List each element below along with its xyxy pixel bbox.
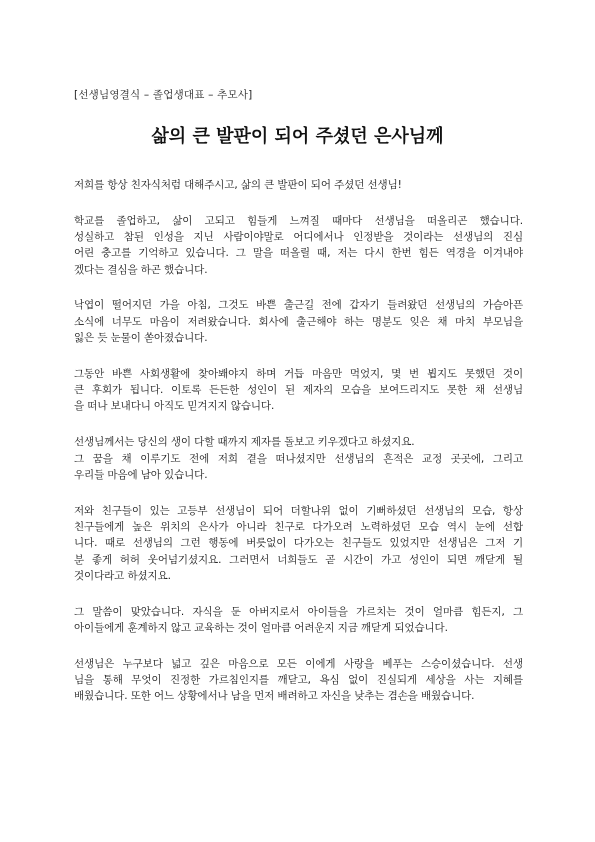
text-line: 분 좋게 허허 웃어넘기셨지요. 그러면서 너희들도 곧 시간이 가고 성인이 되면 깨닫게 될	[74, 553, 523, 566]
text-line: 저와 친구들이 있는 고등부 선생님이 되어 더할나위 없이 기뻐하셨던 선생님의 모습, 항상	[74, 504, 523, 517]
text-line: 겠다는 결심을 하곤 했습니다.	[74, 263, 208, 276]
text-line: 성실하고 참된 인성을 지닌 사람이야말로 어디에서나 인정받을 것이라는 선생님의 진심	[74, 231, 523, 244]
text-line: 선생님께서는 당신의 생이 다할 때까지 제자를 돌보고 키우겠다고 하셨지요.	[74, 436, 415, 449]
text-line: 아이들에게 훈계하지 않고 교육하는 것이 얼마큼 어려운지 지금 깨닫게 되었습니다.	[74, 621, 448, 634]
text-line: 선생님은 누구보다 넓고 깊은 마음으로 모든 이에게 사랑을 베푸는 스승이셨습니다. 선생	[74, 657, 523, 670]
paragraph	[74, 434, 523, 483]
paragraph	[74, 297, 523, 346]
text-line: 배웠습니다. 또한 어느 상황에서나 남을 먼저 배려하고 자신을 낮추는 겸손을 배웠습니다.	[74, 690, 475, 703]
text-line: 니다. 때로 선생님의 그런 행동에 버릇없이 다가오는 친구들도 있었지만 선생님은 그저 기	[74, 537, 523, 550]
paragraph	[74, 213, 523, 278]
paragraph	[74, 604, 523, 637]
text-line: 잃은 듯 눈물이 쏟아졌습니다.	[74, 332, 208, 345]
paragraph	[74, 503, 523, 584]
header-label: [선생님영결식 – 졸업생대표 – 추모사]	[74, 89, 253, 101]
text-line: 것이다라고 하셨지요.	[74, 569, 171, 582]
text-line: 낙엽이 떨어지던 가을 아침, 그것도 바쁜 출근길 전에 갑자기 들려왔던 선생님의 가슴아픈	[74, 299, 523, 312]
text-line: 친구들에게 높은 위치의 은사가 아니라 친구로 다가오려 노력하셨던 모습 역시 눈에 선합	[74, 520, 523, 533]
text-line: 어린 충고를 기억하고 있습니다. 그 말을 떠올릴 때, 저는 다시 한번 힘든 역경을 이겨내야	[74, 247, 523, 260]
paragraph	[74, 656, 523, 705]
paragraph	[74, 366, 523, 415]
text-line: 큰 후회가 됩니다. 이토록 든든한 성인이 된 제자의 모습을 보여드리지도 못한 채 선생님	[74, 384, 523, 397]
document-title: 삶의 큰 발판이 되어 주셨던 은사님께	[151, 126, 444, 147]
text-line: 을 떠나 보내다니 아직도 믿겨지지 않습니다.	[74, 400, 275, 413]
document-body	[74, 177, 523, 724]
text-line: 님을 통해 무엇이 진정한 가르침인지를 깨닫고, 욕심 없이 진실되게 세상을 사는 지혜를	[74, 674, 523, 687]
text-line: 그 꿈을 채 이루기도 전에 저희 곁을 떠나셨지만 선생님의 흔적은 교정 곳곳에, 그리고	[74, 452, 523, 465]
text-line: 소식에 너무도 마음이 저려왔습니다. 회사에 출근해야 하는 명분도 잊은 채 마치 부모님을	[74, 315, 523, 328]
text-line: 우리들 마음에 남아 있습니다.	[74, 468, 208, 481]
text-line: 학교를 졸업하고, 삶이 고되고 힘들게 느껴질 때마다 선생님을 떠올리곤 했습니다.	[74, 214, 523, 227]
text-line: 그동안 바쁜 사회생활에 찾아봬야지 하며 거듭 마음만 먹었지, 몇 번 뵙지도 못했던 것이	[74, 367, 523, 380]
text-line: 그 말씀이 맞았습니다. 자식을 둔 아버지로서 아이들을 가르치는 것이 얼마큼 힘든지, 그	[74, 605, 523, 618]
text-line: 저희를 항상 친자식처럼 대해주시고, 삶의 큰 발판이 되어 주셨던 선생님!	[74, 179, 402, 191]
paragraph	[74, 177, 523, 193]
